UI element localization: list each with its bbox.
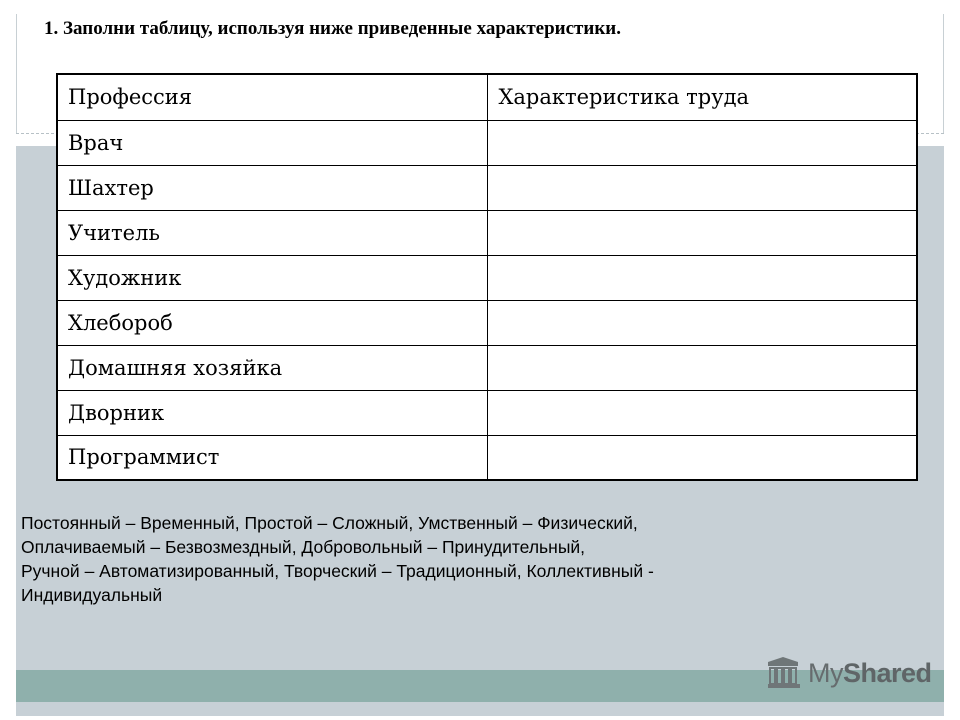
header-profession: Профессия bbox=[57, 74, 488, 120]
characteristic-cell[interactable] bbox=[488, 390, 917, 435]
characteristics-line: Индивидуальный bbox=[21, 585, 163, 605]
table-row bbox=[57, 255, 917, 300]
characteristic-cell[interactable] bbox=[488, 300, 917, 345]
table-row bbox=[57, 120, 917, 165]
characteristics-list bbox=[21, 511, 921, 607]
header-characteristic: Характеристика труда bbox=[488, 74, 917, 120]
table-row bbox=[57, 210, 917, 255]
table-row bbox=[57, 435, 917, 480]
myshared-logo bbox=[766, 656, 932, 690]
footer-strip bbox=[16, 702, 944, 716]
table-row bbox=[57, 300, 917, 345]
characteristics-line: Ручной – Автоматизированный, Творческий – Традиционный, Коллективный - bbox=[21, 561, 654, 581]
characteristic-cell[interactable] bbox=[488, 345, 917, 390]
logo-text-suffix: Shared bbox=[843, 657, 932, 688]
table-row bbox=[57, 390, 917, 435]
profession-cell: Врач bbox=[57, 120, 488, 165]
profession-cell: Дворник bbox=[57, 390, 488, 435]
profession-cell: Художник bbox=[57, 255, 488, 300]
profession-cell: Хлебороб bbox=[57, 300, 488, 345]
profession-cell: Учитель bbox=[57, 210, 488, 255]
logo-text bbox=[808, 658, 932, 689]
professions-table bbox=[56, 73, 918, 481]
table-header-row bbox=[57, 74, 917, 120]
characteristic-cell[interactable] bbox=[488, 165, 917, 210]
characteristics-line: Оплачиваемый – Безвозмездный, Добровольный – Принудительный, bbox=[21, 537, 586, 557]
logo-text-prefix: My bbox=[808, 657, 843, 688]
table-row bbox=[57, 345, 917, 390]
books-icon bbox=[766, 656, 804, 690]
profession-cell: Домашняя хозяйка bbox=[57, 345, 488, 390]
characteristic-cell[interactable] bbox=[488, 435, 917, 480]
characteristic-cell[interactable] bbox=[488, 210, 917, 255]
characteristic-cell[interactable] bbox=[488, 255, 917, 300]
task-title: 1. Заполни таблицу, используя ниже приведенные характеристики. bbox=[44, 18, 621, 39]
table-row bbox=[57, 165, 917, 210]
characteristic-cell[interactable] bbox=[488, 120, 917, 165]
profession-cell: Шахтер bbox=[57, 165, 488, 210]
characteristics-line: Постоянный – Временный, Простой – Сложный, Умственный – Физический, bbox=[21, 513, 638, 533]
profession-cell: Программист bbox=[57, 435, 488, 480]
